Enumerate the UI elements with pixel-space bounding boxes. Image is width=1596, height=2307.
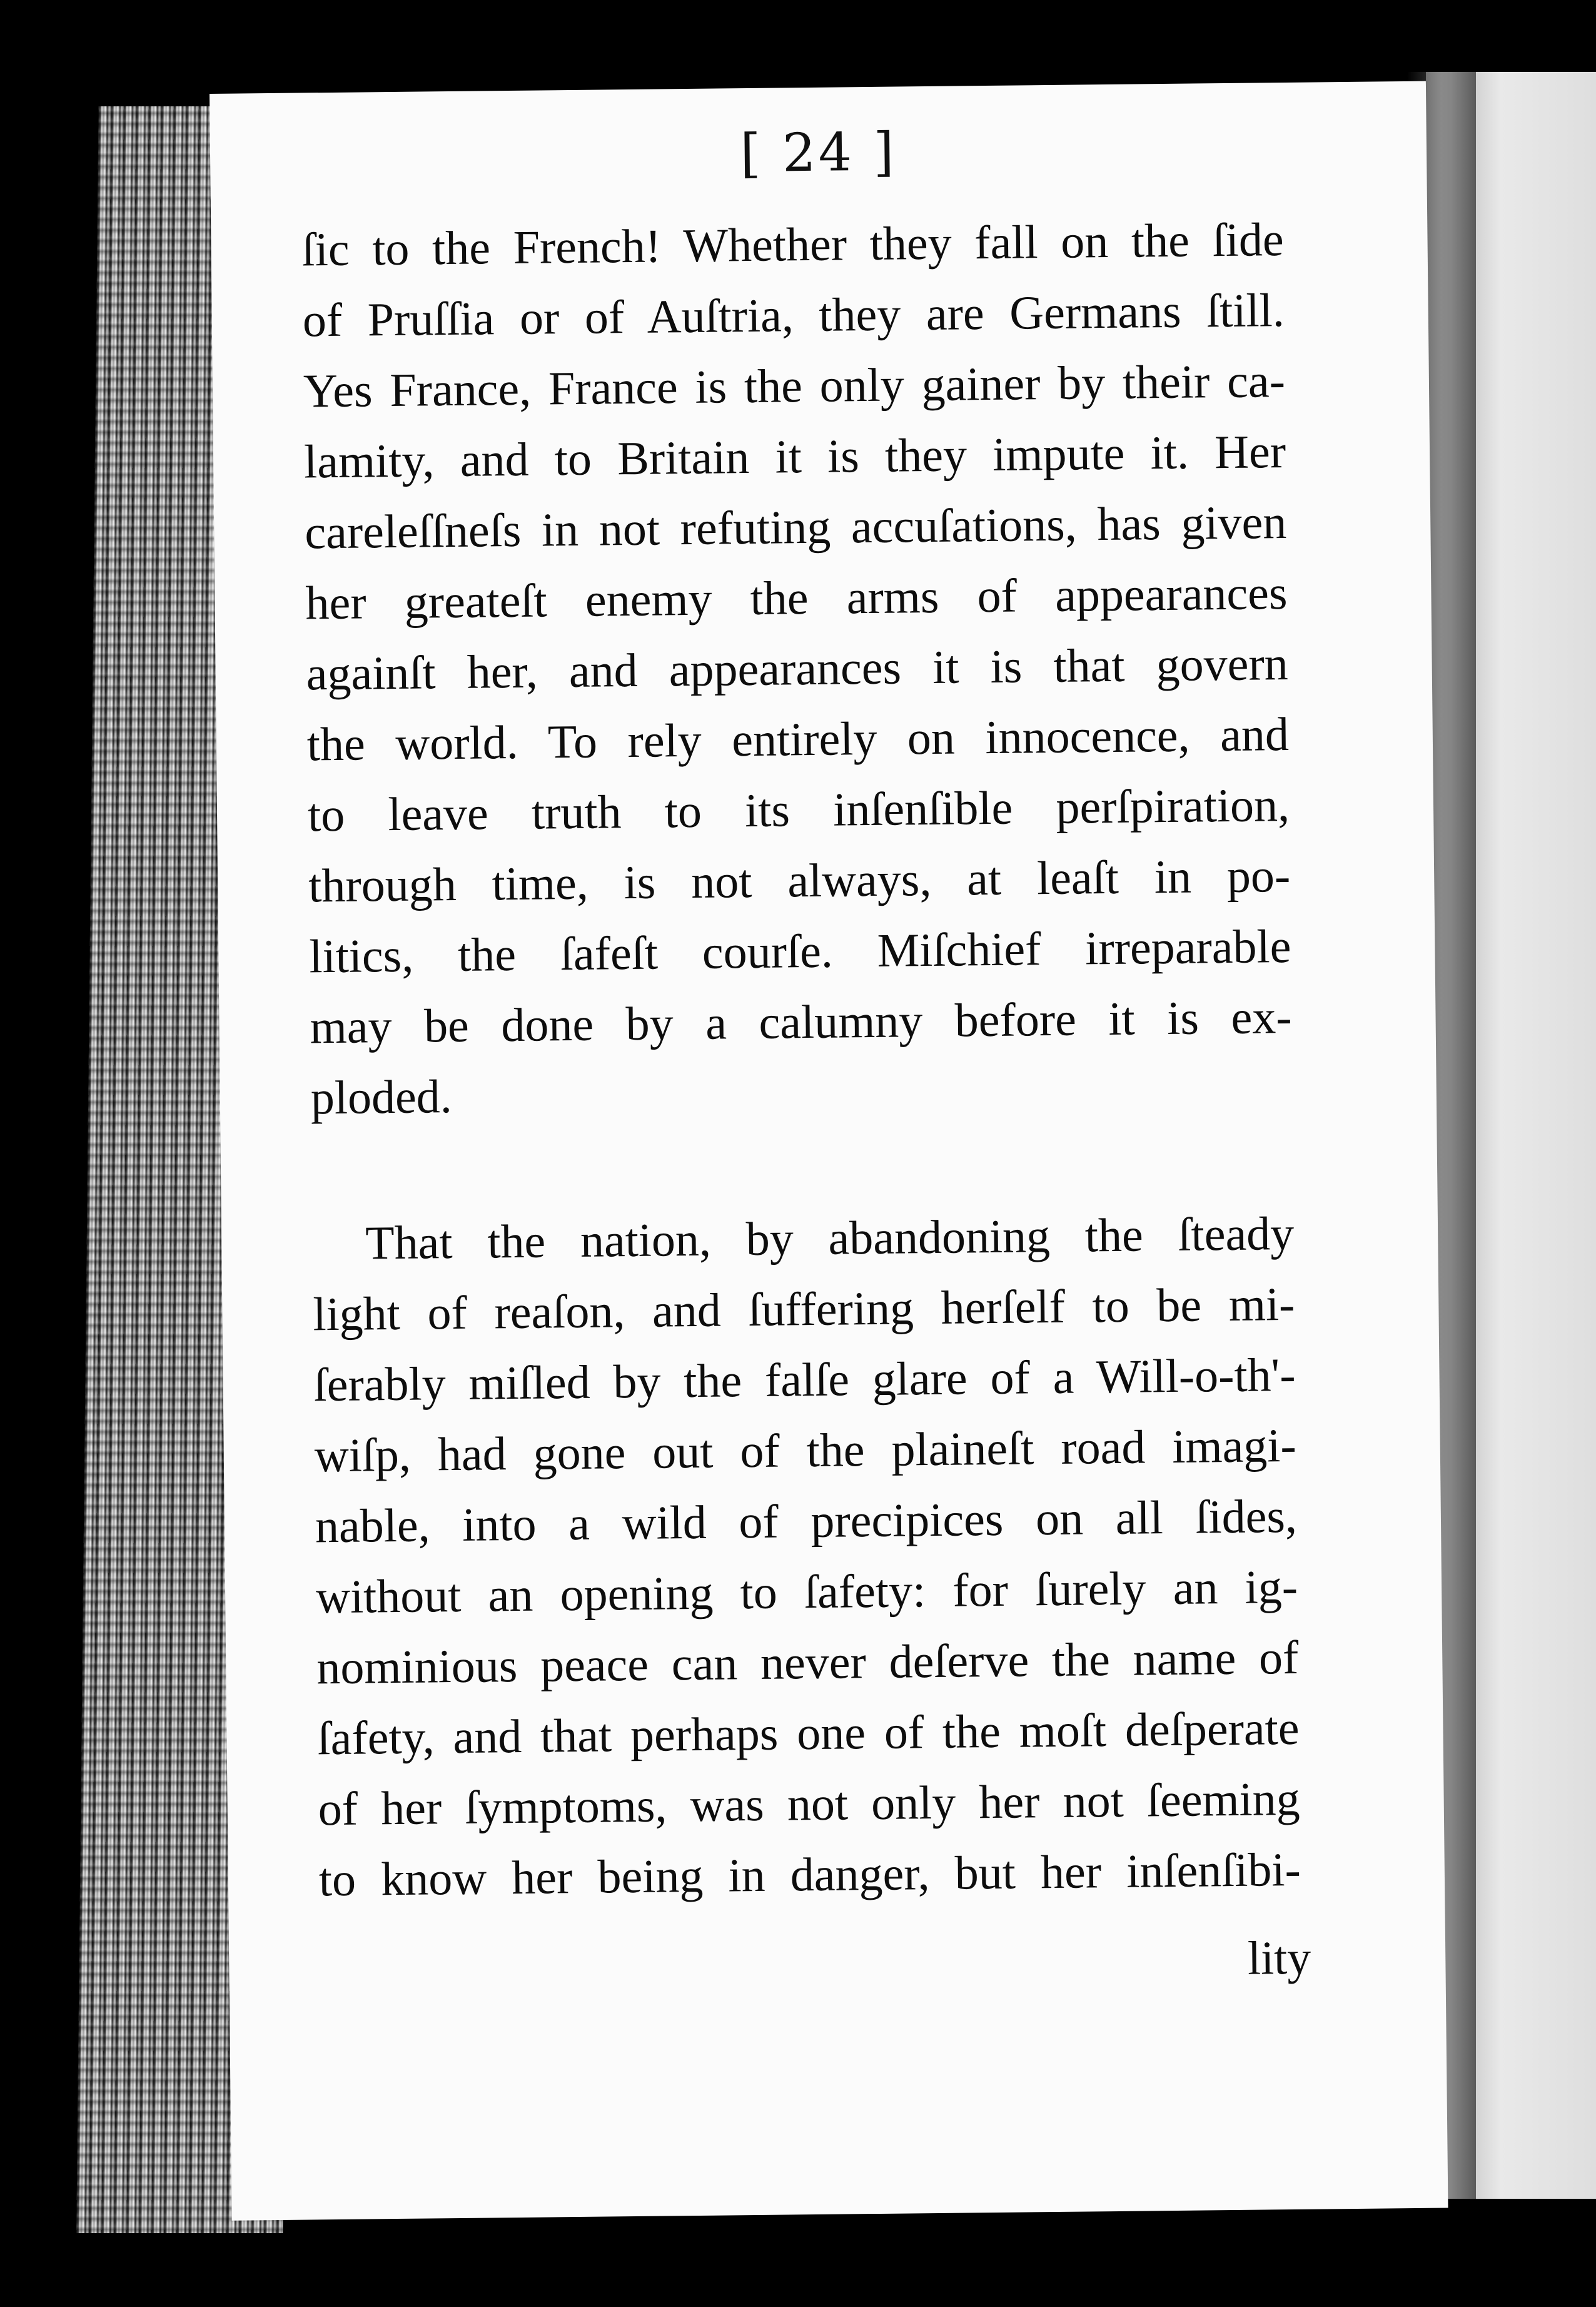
text-line: wiſp, had gone out of the plaineſt road imagi- bbox=[314, 1419, 1297, 1483]
text-line: her greateſt enemy the arms of appearances bbox=[305, 566, 1288, 630]
text-line: againſt her, and appearances it is that govern bbox=[306, 637, 1289, 701]
text-line: without an opening to ſafety: for ſurely an ig- bbox=[315, 1560, 1298, 1624]
text-line: careleſſneſs in not refuting accuſations, has given bbox=[304, 496, 1287, 559]
text-line: light of reaſon, and ſuffering herſelf to be mi- bbox=[313, 1277, 1295, 1341]
text-line: ſerably miſled by the falſe glare of a Will-o-th'- bbox=[313, 1348, 1296, 1412]
text-line: Yes France, France is the only gainer by their ca- bbox=[303, 355, 1286, 418]
text-line: to leave truth to its inſenſible perſpiration, bbox=[307, 778, 1290, 842]
text-line: litics, the ſafeſt courſe. Miſchief irreparable bbox=[309, 920, 1291, 983]
paragraph-2 bbox=[312, 1199, 1301, 1915]
text-line: ſic to the French! Whether they fall on the ſide bbox=[301, 213, 1284, 276]
paragraph-spacer bbox=[311, 1123, 1293, 1209]
page-number: [ 24 ] bbox=[740, 121, 897, 185]
text-line: of her ſymptoms, was not only her not ſeeming bbox=[318, 1772, 1301, 1836]
book-page bbox=[210, 81, 1448, 2221]
text-line: to know her being in danger, but her inſenſibi- bbox=[318, 1843, 1301, 1907]
text-line: the world. To rely entirely on innocence, and bbox=[306, 707, 1290, 771]
text-line: may be done by a calumny before it is ex- bbox=[310, 990, 1292, 1054]
text-line: nominious peace can never deſerve the name of bbox=[316, 1631, 1299, 1695]
page-body bbox=[301, 205, 1301, 1915]
text-line: ſafety, and that perhaps one of the moſt deſperate bbox=[317, 1701, 1300, 1765]
paragraph-1 bbox=[301, 205, 1293, 1133]
text-line: of Pruſſia or of Auſtria, they are Germans ſtill. bbox=[302, 284, 1285, 347]
text-line: lamity, and to Britain it is they impute it. Her bbox=[303, 425, 1286, 489]
text-line: ploded. bbox=[310, 1070, 453, 1125]
text-line: That the nation, by abandoning the ſteady bbox=[365, 1207, 1295, 1270]
text-line: nable, into a wild of precipices on all ſides, bbox=[315, 1489, 1298, 1553]
text-line: through time, is not always, at leaſt in po- bbox=[308, 849, 1291, 913]
catchword: lity bbox=[1247, 1931, 1311, 1985]
